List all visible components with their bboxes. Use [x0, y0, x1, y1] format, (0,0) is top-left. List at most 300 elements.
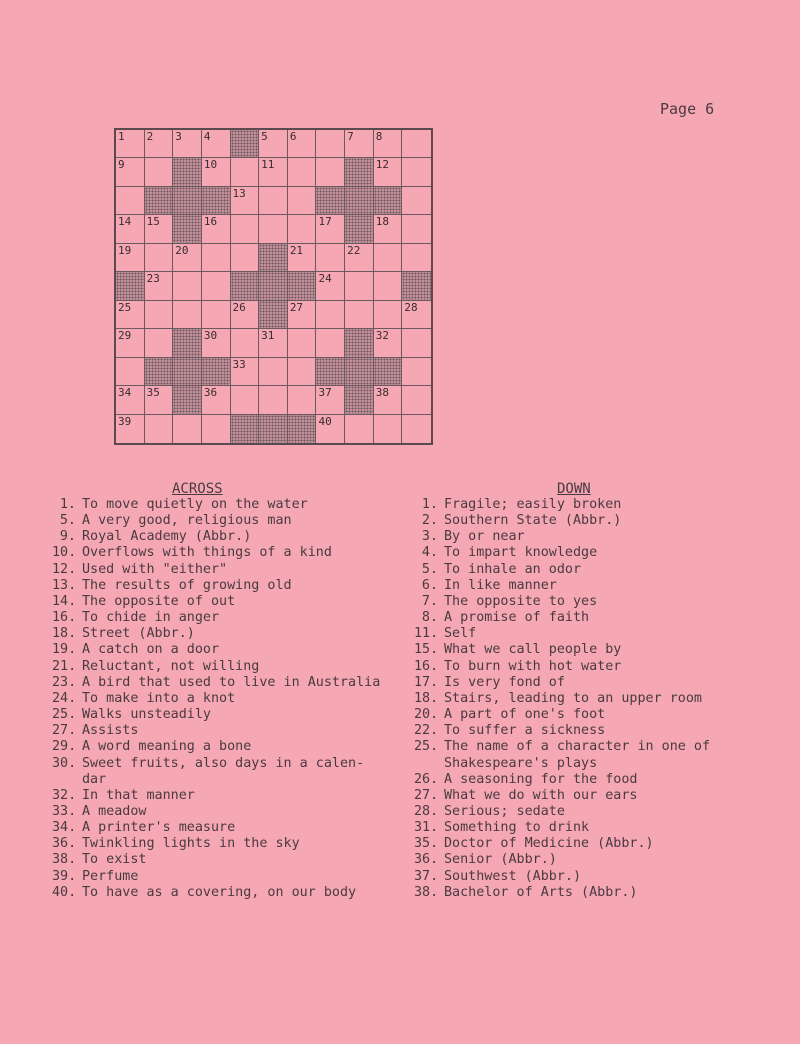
- grid-cell[interactable]: [202, 329, 231, 357]
- grid-cell[interactable]: [345, 130, 374, 158]
- clue-text: A printer's measure: [82, 820, 236, 836]
- grid-cell[interactable]: [288, 329, 317, 357]
- clue-text: To suffer a sickness: [444, 723, 606, 739]
- grid-cell-black: [231, 415, 260, 443]
- clue-number: 8.: [421, 610, 438, 626]
- cell-number: 15: [146, 215, 160, 229]
- clue-text: A part of one's foot: [444, 707, 606, 723]
- down-clue: [414, 578, 734, 594]
- grid-cell[interactable]: [288, 386, 317, 414]
- clue-text: Self: [444, 626, 477, 642]
- across-clue: [52, 642, 392, 658]
- grid-cell[interactable]: [402, 329, 431, 357]
- grid-cell[interactable]: [173, 130, 202, 158]
- clue-text: dar: [82, 771, 107, 787]
- grid-cell[interactable]: [202, 386, 231, 414]
- grid-cell-black: [345, 358, 374, 386]
- grid-cell[interactable]: [288, 215, 317, 243]
- across-clue: [52, 578, 392, 594]
- cell-number: 7: [347, 130, 354, 143]
- cell-number: 21: [289, 243, 304, 257]
- grid-cell[interactable]: [374, 415, 403, 443]
- across-clue: [52, 707, 392, 723]
- grid-cell[interactable]: [402, 415, 431, 443]
- grid-cell[interactable]: [116, 329, 145, 357]
- across-clue: [52, 626, 392, 642]
- clue-number: 16.: [52, 610, 77, 626]
- clue-number: 1.: [59, 497, 76, 512]
- clue-text: Is very fond of: [444, 674, 565, 690]
- grid-cell-black: [173, 358, 202, 386]
- clue-text: Serious; sedate: [444, 803, 565, 819]
- down-clue: [414, 594, 734, 610]
- clue-text: A bird that used to live in Australia: [82, 674, 381, 690]
- grid-cell[interactable]: [374, 301, 403, 329]
- across-clue: [52, 756, 392, 772]
- clue-text: To burn with hot water: [444, 658, 622, 674]
- grid-cell[interactable]: [231, 329, 260, 357]
- grid-cell[interactable]: [116, 215, 145, 243]
- grid-cell[interactable]: [402, 244, 431, 272]
- clue-number: 32.: [52, 787, 77, 803]
- grid-cell[interactable]: [202, 301, 231, 329]
- grid-cell[interactable]: [259, 158, 288, 186]
- clue-text: Something to drink: [444, 820, 590, 836]
- clue-number: 25.: [52, 707, 77, 723]
- across-clue: [52, 885, 392, 901]
- clue-number: 1.: [421, 497, 438, 512]
- grid-cell[interactable]: [116, 158, 145, 186]
- grid-cell[interactable]: [402, 130, 431, 158]
- cell-number: 16: [203, 215, 218, 229]
- clue-number: 4.: [421, 545, 438, 561]
- grid-cell[interactable]: [145, 386, 174, 414]
- grid-cell[interactable]: [316, 329, 345, 357]
- grid-cell[interactable]: [345, 244, 374, 272]
- grid-cell-black: [316, 187, 345, 215]
- grid-cell-black: [202, 187, 231, 215]
- cell-number: 11: [261, 158, 275, 172]
- clue-text: A meadow: [82, 803, 147, 819]
- grid-cell[interactable]: [316, 301, 345, 329]
- grid-cell[interactable]: [231, 158, 260, 186]
- down-clue: [414, 659, 734, 675]
- grid-cell[interactable]: [231, 358, 260, 386]
- clue-number: 12.: [52, 561, 77, 577]
- cell-number: 34: [118, 386, 132, 400]
- grid-cell-black: [173, 158, 202, 186]
- grid-cell[interactable]: [288, 244, 317, 272]
- across-clue: [52, 836, 392, 852]
- clue-text: Reluctant, not willing: [82, 658, 260, 674]
- grid-cell-black: [202, 358, 231, 386]
- clue-number: 27.: [52, 723, 77, 739]
- grid-cell[interactable]: [402, 187, 431, 215]
- grid-cell[interactable]: [116, 187, 145, 215]
- cell-number: 14: [118, 215, 132, 229]
- grid-cell[interactable]: [316, 215, 345, 243]
- cell-number: 19: [118, 243, 132, 257]
- clue-text: Street (Abbr.): [82, 626, 195, 642]
- cell-number: 28: [404, 300, 418, 314]
- grid-cell-black: [345, 187, 374, 215]
- clue-number: 22.: [414, 723, 439, 739]
- grid-cell[interactable]: [316, 244, 345, 272]
- across-clue: [52, 691, 392, 707]
- down-clue: [414, 788, 734, 804]
- grid-cell[interactable]: [145, 158, 174, 186]
- across-clue: [52, 529, 392, 545]
- clue-text: Doctor of Medicine (Abbr.): [444, 836, 654, 852]
- clue-text: To move quietly on the water: [82, 497, 308, 512]
- across-clue: [52, 788, 392, 804]
- clue-text: The name of a character in one of: [444, 739, 711, 755]
- clue-text: Royal Academy (Abbr.): [82, 529, 252, 545]
- grid-cell[interactable]: [288, 301, 317, 329]
- clue-number: 15.: [414, 642, 439, 658]
- grid-cell[interactable]: [173, 415, 202, 443]
- grid-cell[interactable]: [374, 215, 403, 243]
- grid-cell-black: [402, 272, 431, 300]
- clue-text: The opposite of out: [82, 593, 236, 609]
- clue-text: A promise of faith: [444, 610, 590, 626]
- cell-number: 2: [146, 130, 154, 143]
- grid-cell[interactable]: [202, 272, 231, 300]
- clue-number: 2.: [421, 513, 438, 529]
- grid-cell[interactable]: [231, 386, 260, 414]
- cell-number: 13: [232, 186, 246, 200]
- grid-cell[interactable]: [145, 329, 174, 357]
- clue-number: 6.: [421, 577, 438, 593]
- grid-cell-black: [288, 272, 317, 300]
- grid-cell-black: [288, 415, 317, 443]
- grid-cell[interactable]: [316, 415, 345, 443]
- clue-number: 5.: [59, 513, 76, 529]
- grid-cell[interactable]: [259, 215, 288, 243]
- down-clue: [414, 723, 734, 739]
- grid-cell-black: [173, 187, 202, 215]
- down-clue: [414, 513, 734, 529]
- across-clue-list: [52, 497, 392, 901]
- grid-cell-black: [345, 386, 374, 414]
- across-clue: [52, 772, 392, 788]
- cell-number: 4: [203, 130, 211, 143]
- clue-number: 35.: [414, 836, 439, 852]
- grid-cell[interactable]: [145, 244, 174, 272]
- clue-text: Shakespeare's plays: [444, 755, 598, 771]
- clue-number: 21.: [52, 658, 77, 674]
- grid-cell[interactable]: [231, 187, 260, 215]
- grid-cell-black: [345, 329, 374, 357]
- down-clue: [414, 820, 734, 836]
- clue-text: Overflows with things of a kind: [82, 545, 332, 561]
- grid-cell-black: [231, 130, 260, 158]
- clue-number: 14.: [52, 593, 77, 609]
- grid-cell-black: [145, 358, 174, 386]
- grid-cell-black: [259, 244, 288, 272]
- page-number: Page 6: [660, 100, 715, 118]
- grid-cell[interactable]: [173, 301, 202, 329]
- grid-cell[interactable]: [402, 386, 431, 414]
- cell-number: 33: [232, 357, 246, 371]
- across-clue: [52, 594, 392, 610]
- grid-cell[interactable]: [202, 244, 231, 272]
- grid-cell[interactable]: [288, 187, 317, 215]
- cell-number: 12: [375, 158, 389, 172]
- across-clue: [52, 675, 392, 691]
- grid-cell[interactable]: [145, 130, 174, 158]
- crossword-grid: [114, 128, 433, 445]
- down-clue: [414, 885, 734, 901]
- down-clue: [414, 852, 734, 868]
- clue-text: A seasoning for the food: [444, 771, 638, 787]
- grid-cell[interactable]: [316, 130, 345, 158]
- clue-text: The opposite to yes: [444, 593, 598, 609]
- grid-cell-black: [345, 158, 374, 186]
- down-clue: [414, 691, 734, 707]
- grid-cell[interactable]: [116, 244, 145, 272]
- grid-cell[interactable]: [402, 301, 431, 329]
- clue-text: To exist: [82, 852, 147, 868]
- clue-text: What we call people by: [444, 642, 622, 658]
- clue-number: 17.: [414, 674, 439, 690]
- clue-number: 38.: [414, 884, 439, 900]
- grid-cell[interactable]: [145, 215, 174, 243]
- grid-cell[interactable]: [116, 130, 145, 158]
- across-clue: [52, 513, 392, 529]
- grid-cell[interactable]: [116, 301, 145, 329]
- grid-cell[interactable]: [145, 301, 174, 329]
- clue-number: 26.: [414, 771, 439, 787]
- clue-text: Southwest (Abbr.): [444, 868, 582, 884]
- clue-number: 24.: [52, 690, 77, 706]
- down-clue: [414, 626, 734, 642]
- clue-number: 11.: [414, 626, 439, 642]
- grid-cell[interactable]: [288, 130, 317, 158]
- clue-text: In that manner: [82, 787, 195, 803]
- grid-cell[interactable]: [374, 272, 403, 300]
- clue-number: 29.: [52, 739, 77, 755]
- clue-text: A catch on a door: [82, 642, 220, 658]
- cell-number: 40: [318, 414, 332, 428]
- grid-cell-black: [259, 301, 288, 329]
- clue-text: Perfume: [82, 868, 139, 884]
- grid-cell[interactable]: [374, 329, 403, 357]
- clue-text: The results of growing old: [82, 577, 292, 593]
- grid-cell[interactable]: [374, 158, 403, 186]
- clue-text: To inhale an odor: [444, 561, 582, 577]
- grid-cell[interactable]: [345, 415, 374, 443]
- cell-number: 39: [118, 414, 132, 428]
- across-clue: [52, 610, 392, 626]
- across-clue: [52, 562, 392, 578]
- cell-number: 36: [203, 386, 218, 400]
- across-clue: [52, 659, 392, 675]
- grid-cell-black: [345, 215, 374, 243]
- clue-number: 18.: [414, 690, 439, 706]
- cell-number: 26: [232, 300, 246, 314]
- grid-cell[interactable]: [231, 215, 260, 243]
- grid-cell[interactable]: [173, 244, 202, 272]
- cell-number: 35: [146, 386, 160, 400]
- clue-text: Southern State (Abbr.): [444, 513, 622, 529]
- cell-number: 38: [375, 386, 389, 400]
- grid-cell[interactable]: [173, 272, 202, 300]
- grid-cell-black: [316, 358, 345, 386]
- clue-text: Assists: [82, 723, 139, 739]
- grid-cell[interactable]: [259, 358, 288, 386]
- clue-number: 7.: [421, 593, 438, 609]
- grid-cell[interactable]: [116, 358, 145, 386]
- clue-text: To chide in anger: [82, 610, 220, 626]
- across-clue: [52, 869, 392, 885]
- grid-cell[interactable]: [345, 301, 374, 329]
- cell-number: 32: [375, 329, 389, 343]
- clue-text: A word meaning a bone: [82, 739, 252, 755]
- cell-number: 1: [118, 130, 125, 143]
- across-heading: ACROSS: [172, 481, 223, 497]
- across-clue: [52, 804, 392, 820]
- down-clue-list: [414, 497, 734, 901]
- grid-cell[interactable]: [259, 187, 288, 215]
- clue-number: 18.: [52, 626, 77, 642]
- cell-number: 18: [375, 215, 389, 229]
- down-clue: [414, 529, 734, 545]
- grid-cell[interactable]: [145, 272, 174, 300]
- grid-cell-black: [173, 386, 202, 414]
- grid-cell[interactable]: [259, 329, 288, 357]
- down-clue: [414, 675, 734, 691]
- clue-number: 19.: [52, 642, 77, 658]
- clue-number: 38.: [52, 852, 77, 868]
- grid-cell-black: [231, 272, 260, 300]
- cell-number: 9: [118, 158, 125, 172]
- cell-number: 30: [203, 329, 218, 343]
- across-clue: [52, 497, 392, 513]
- grid-cell[interactable]: [231, 301, 260, 329]
- grid-cell[interactable]: [116, 415, 145, 443]
- clue-number: 36.: [52, 836, 77, 852]
- grid-cell[interactable]: [402, 158, 431, 186]
- grid-cell[interactable]: [259, 130, 288, 158]
- clue-number: 23.: [52, 674, 77, 690]
- clue-number: 28.: [414, 803, 439, 819]
- grid-cell[interactable]: [259, 386, 288, 414]
- grid-cell-black: [116, 272, 145, 300]
- clue-text: Stairs, leading to an upper room: [444, 690, 702, 706]
- cell-number: 6: [289, 130, 297, 143]
- grid-cell-black: [259, 272, 288, 300]
- clue-text: To have as a covering, on our body: [82, 884, 357, 900]
- clue-text: A very good, religious man: [82, 513, 292, 529]
- clue-number: 27.: [414, 787, 439, 803]
- clue-text: Twinkling lights in the sky: [82, 836, 300, 852]
- cell-number: 20: [175, 243, 189, 257]
- clue-text: Sweet fruits, also days in a calen-: [82, 755, 365, 771]
- grid-cell[interactable]: [202, 158, 231, 186]
- cell-number: 8: [375, 130, 383, 143]
- down-clue: [414, 707, 734, 723]
- clue-number: 9.: [59, 529, 76, 545]
- cell-number: 5: [261, 130, 268, 143]
- across-clue: [52, 545, 392, 561]
- grid-cell[interactable]: [288, 358, 317, 386]
- down-clue: [414, 756, 734, 772]
- grid-cell[interactable]: [145, 415, 174, 443]
- clue-text: What we do with our ears: [444, 787, 638, 803]
- across-clue: [52, 852, 392, 868]
- across-clue: [52, 723, 392, 739]
- clue-number: 13.: [52, 577, 77, 593]
- down-clue: [414, 545, 734, 561]
- clue-text: Bachelor of Arts (Abbr.): [444, 884, 638, 900]
- cell-number: 17: [318, 215, 332, 229]
- down-clue: [414, 804, 734, 820]
- cell-number: 31: [261, 329, 275, 343]
- clue-number: 31.: [414, 820, 439, 836]
- grid-cell[interactable]: [402, 358, 431, 386]
- grid-cell-black: [374, 358, 403, 386]
- down-clue: [414, 772, 734, 788]
- cell-number: 24: [318, 272, 332, 286]
- clue-number: 5.: [421, 561, 438, 577]
- grid-cell[interactable]: [202, 415, 231, 443]
- grid-cell[interactable]: [374, 244, 403, 272]
- down-clue: [414, 739, 734, 755]
- down-heading: DOWN: [557, 481, 591, 497]
- grid-cell[interactable]: [231, 244, 260, 272]
- clue-text: Senior (Abbr.): [444, 852, 557, 868]
- clue-number: 34.: [52, 820, 77, 836]
- grid-cell-black: [259, 415, 288, 443]
- clue-text: To impart knowledge: [444, 545, 598, 561]
- clue-number: 16.: [414, 658, 439, 674]
- grid-cell[interactable]: [402, 215, 431, 243]
- down-clue: [414, 869, 734, 885]
- cell-number: 29: [118, 329, 132, 343]
- clue-number: 36.: [414, 852, 439, 868]
- cell-number: 25: [118, 300, 132, 314]
- cell-number: 3: [175, 130, 182, 143]
- grid-cell[interactable]: [288, 158, 317, 186]
- grid-cell[interactable]: [345, 272, 374, 300]
- grid-cell-black: [173, 329, 202, 357]
- grid-cell[interactable]: [374, 386, 403, 414]
- grid-cell[interactable]: [202, 215, 231, 243]
- clue-number: 3.: [421, 529, 438, 545]
- grid-cell[interactable]: [202, 130, 231, 158]
- down-clue: [414, 497, 734, 513]
- clue-text: Used with "either": [82, 561, 228, 577]
- grid-cell[interactable]: [316, 272, 345, 300]
- grid-cell[interactable]: [316, 386, 345, 414]
- across-clue: [52, 739, 392, 755]
- grid-cell[interactable]: [374, 130, 403, 158]
- clue-text: In like manner: [444, 577, 557, 593]
- clue-number: 25.: [414, 739, 439, 755]
- across-clue: [52, 820, 392, 836]
- clue-text: By or near: [444, 529, 525, 545]
- clue-number: 33.: [52, 803, 77, 819]
- clue-number: 30.: [52, 755, 77, 771]
- cell-number: 10: [203, 158, 218, 172]
- cell-number: 23: [146, 272, 160, 286]
- grid-cell-black: [173, 215, 202, 243]
- grid-cell[interactable]: [116, 386, 145, 414]
- grid-cell[interactable]: [316, 158, 345, 186]
- down-clue: [414, 562, 734, 578]
- down-clue: [414, 642, 734, 658]
